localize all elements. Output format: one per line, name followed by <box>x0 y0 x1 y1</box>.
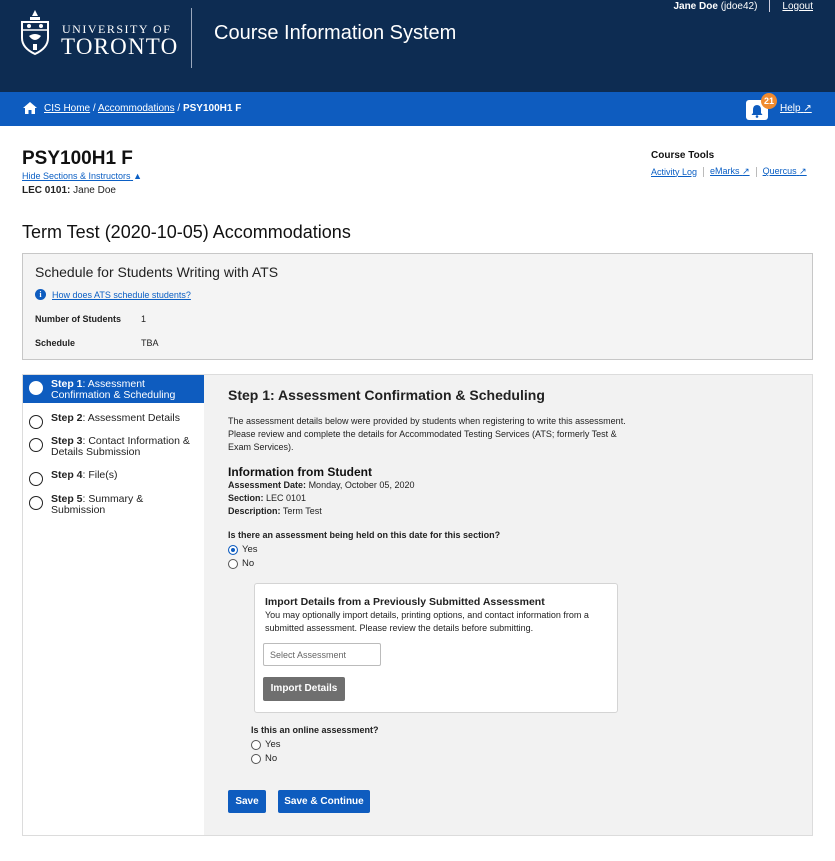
step-label <box>51 413 180 424</box>
crest-icon <box>20 10 50 56</box>
assessment-held-yes[interactable] <box>228 544 258 555</box>
radio-label: Yes <box>265 739 281 750</box>
import-details-panel <box>254 583 618 713</box>
step-label <box>51 436 198 458</box>
step-title: : Assessment Confirmation & Scheduling <box>51 378 176 401</box>
quercus-link[interactable] <box>763 166 807 177</box>
schedule-row-value: 1 <box>141 314 147 324</box>
assessment-held-no[interactable] <box>228 558 254 569</box>
step-label <box>51 379 198 401</box>
schedule-row-label: Number of Students <box>35 314 122 324</box>
breadcrumb-cis-home[interactable]: CIS Home <box>44 103 91 114</box>
import-description: You may optionally import details, printing options, and contact information from a submitted assessment. Please review the details before submitting. <box>265 610 589 633</box>
info-label: Assessment Date: <box>228 480 307 490</box>
caret-up-icon: ▲ <box>133 171 142 181</box>
external-link-icon: ↗ <box>799 166 807 176</box>
info-value: LEC 0101 <box>266 493 307 503</box>
student-info-heading: Information from Student <box>228 465 372 479</box>
tools-separator <box>756 167 757 177</box>
step-5-nav[interactable] <box>23 490 204 520</box>
header-divider <box>191 8 192 68</box>
radio-label: No <box>242 558 255 569</box>
info-value: Monday, October 05, 2020 <box>308 480 415 490</box>
course-tools-links <box>651 166 807 177</box>
user-name: Jane Doe <box>673 0 718 12</box>
step-title: : Assessment Details <box>82 412 180 424</box>
hide-sections-label: Hide Sections & Instructors <box>22 171 131 181</box>
user-id: (jdoe42) <box>720 0 758 12</box>
step-status-icon <box>29 415 43 429</box>
step-4-nav[interactable] <box>23 466 204 490</box>
breadcrumb-current: PSY100H1 F <box>182 103 242 114</box>
radio-icon[interactable] <box>251 740 261 750</box>
university-logo[interactable] <box>20 8 180 68</box>
wizard-steps <box>23 375 204 835</box>
lecture-section <box>22 185 116 196</box>
step-label <box>51 494 198 516</box>
activity-log-link[interactable]: Activity Log <box>651 166 698 177</box>
app-title: Course Information System <box>214 22 457 44</box>
logout-link[interactable]: Logout <box>782 0 813 12</box>
step-title: : Contact Information & Details Submission <box>51 435 190 458</box>
step-label <box>51 470 118 481</box>
tools-separator <box>703 167 704 177</box>
step-3-nav[interactable] <box>23 432 204 462</box>
select-assessment-dropdown[interactable]: Select Assessment <box>263 643 381 666</box>
online-assessment-yes[interactable] <box>251 739 281 750</box>
lecture-instructor: Jane Doe <box>73 185 116 196</box>
course-tools-title: Course Tools <box>651 150 715 161</box>
student-info-line <box>228 506 322 516</box>
step-number: Step 1 <box>51 378 83 390</box>
schedule-row <box>35 314 146 324</box>
import-details-button[interactable]: Import Details <box>263 677 345 701</box>
lecture-label: LEC 0101: <box>22 185 71 196</box>
step-number: Step 4 <box>51 469 83 481</box>
step-number: Step 5 <box>51 493 83 505</box>
step-status-icon <box>29 381 43 395</box>
ats-schedule-panel <box>22 253 813 360</box>
university-of-text: UNIVERSITY OF <box>62 22 172 36</box>
radio-icon[interactable] <box>251 754 261 764</box>
step-number: Step 3 <box>51 435 83 447</box>
university-name: TORONTO <box>61 34 179 59</box>
user-info <box>673 1 757 12</box>
radio-icon[interactable] <box>228 559 238 569</box>
step-status-icon <box>29 438 43 452</box>
help-link[interactable] <box>780 103 812 114</box>
step-number: Step 2 <box>51 412 83 424</box>
radio-label: No <box>265 753 278 764</box>
assessment-held-question: Is there an assessment being held on this date for this section? <box>228 530 501 540</box>
step-status-icon <box>29 496 43 510</box>
step-title: : File(s) <box>82 469 118 481</box>
step-1-nav[interactable] <box>23 375 204 403</box>
breadcrumb-bar <box>0 92 835 126</box>
step-2-nav[interactable] <box>23 409 204 433</box>
breadcrumb-accommodations[interactable]: Accommodations <box>97 103 175 114</box>
radio-label: Yes <box>242 544 258 555</box>
page-title: Term Test (2020-10-05) Accommodations <box>22 222 351 242</box>
info-value: Term Test <box>282 506 322 516</box>
step-status-icon <box>29 472 43 486</box>
schedule-row-value: TBA <box>141 338 159 348</box>
user-separator <box>769 0 770 12</box>
user-area <box>673 0 813 12</box>
breadcrumb-separator: / <box>177 103 181 114</box>
radio-selected-icon[interactable] <box>228 545 238 555</box>
save-button[interactable]: Save <box>228 790 266 813</box>
step-title: : Summary & Submission <box>51 493 144 516</box>
hide-sections-toggle[interactable] <box>22 171 142 181</box>
breadcrumb-separator: / <box>92 103 96 114</box>
step-heading: Step 1: Assessment Confirmation & Scheduling <box>228 387 545 403</box>
online-assessment-no[interactable] <box>251 753 277 764</box>
student-info-line <box>228 480 414 490</box>
step-intro: The assessment details below were provided by students when registering to write this assessment. Please review and complete the details for Accommodated Testing Services (ATS; formerly Test & Exam Services). <box>228 416 626 452</box>
save-continue-button[interactable]: Save & Continue <box>278 790 370 813</box>
ats-schedule-title: Schedule for Students Writing with ATS <box>35 264 279 280</box>
site-header <box>0 0 835 92</box>
notification-count-badge: 21 <box>761 93 777 109</box>
student-info-line <box>228 493 306 503</box>
emarks-label: eMarks <box>710 166 740 176</box>
course-code: PSY100H1 F <box>22 148 133 169</box>
course-tools <box>651 150 807 177</box>
info-label: Section: <box>228 493 264 503</box>
home-icon[interactable] <box>22 101 38 115</box>
external-link-icon: ↗ <box>742 166 750 176</box>
external-link-icon: ↗ <box>803 103 812 114</box>
quercus-label: Quercus <box>762 166 797 176</box>
emarks-link[interactable] <box>710 166 750 177</box>
ats-schedule-help <box>35 289 191 300</box>
ats-schedule-help-link[interactable]: How does ATS schedule students? <box>52 289 191 300</box>
breadcrumb <box>44 103 241 114</box>
help-label: Help <box>780 103 801 114</box>
accommodation-wizard <box>22 374 813 836</box>
step-content <box>204 375 812 835</box>
info-label: Description: <box>228 506 281 516</box>
online-assessment-question: Is this an online assessment? <box>251 725 379 735</box>
schedule-row-label: Schedule <box>35 338 76 348</box>
schedule-row <box>35 338 159 348</box>
import-title: Import Details from a Previously Submitted Assessment <box>265 596 545 608</box>
info-icon: i <box>35 289 46 300</box>
